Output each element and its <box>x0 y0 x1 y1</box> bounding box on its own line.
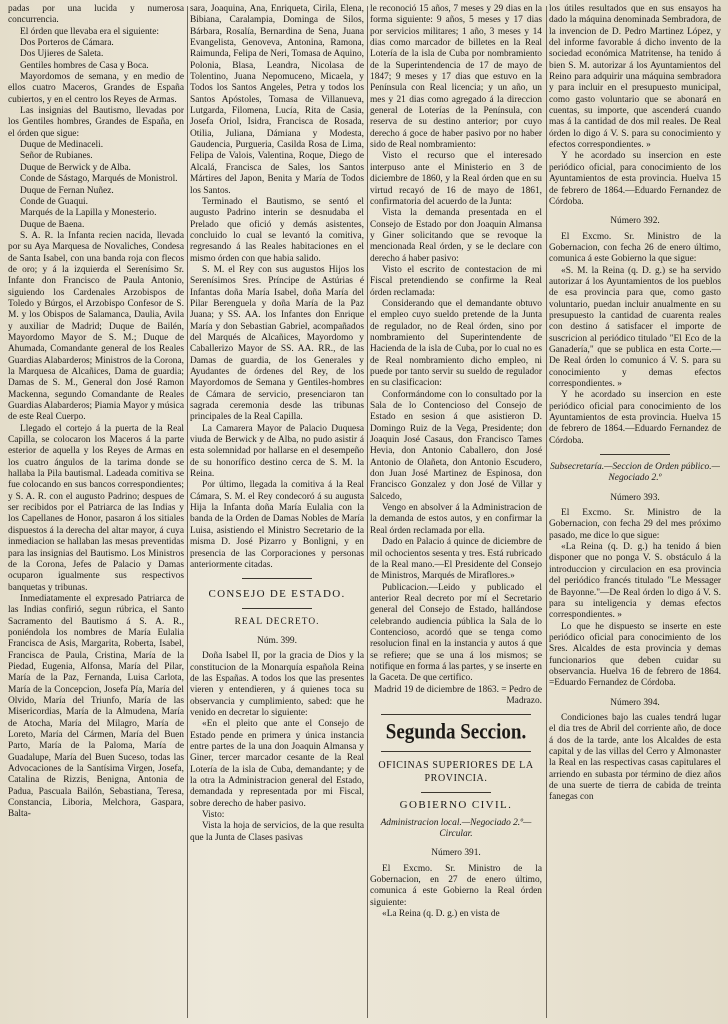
procession-item: Conde de Guaqui. <box>20 196 88 207</box>
paragraph: «La Reina (q. D. g.) ha tenido á bien disponer que no ponga V. S. obstáculo á la introduccion y circulacion en esa provincia del periódico francés titulado "Le Messager de Bayonne."—De Real órden lo digo á V. S. para su inteligencia y demas efectos correspondientes. » <box>549 542 721 621</box>
paragraph: Terminado el Bautismo, se sentó el augusto Padrino interin se desnudaba el Prelado que ofició y demás asistentes, concluido lo cual se levantó la comitiva, regresando á las Reales habitaciones en el mismo órden con que habia salido. <box>190 196 364 264</box>
separator-rule <box>381 751 531 752</box>
paragraph: Lo que he dispuesto se inserte en este periódico oficial para conocimiento de los Sres. Alcaldes de esta provincia y demas funcionarios que deben cuidar su observancia. Huelva 16 de febrero de 1864. =Eduardo Fernandez de Córdoba. <box>549 621 721 689</box>
paragraph: Vista la hoja de servicios, de la que resulta que la Junta de Clases pasivas <box>190 821 364 843</box>
procession-item: Dos Ujieres de Saleta. <box>20 49 104 60</box>
column-divider <box>367 6 368 1018</box>
article-number: Número 391. <box>431 848 481 859</box>
paragraph: Vista la demanda presentada en el Consejo de Estado por don Joaquin Almansa y Giner solicitando que se revoque la mencionada Real órden, y se le declare con derecho á haber pasivo: <box>370 208 542 264</box>
column-divider <box>187 6 188 1018</box>
paragraph: Llegado el cortejo á la puerta de la Real Capilla, se colocaron los Maceros á la parte esterior de aquella y los Reyes de Armas en los cuatro ángulos de la tarima donde se hallaba la Pila bautismal. Ladeada comitiva se fue colocando en sus bancos correspondientes; y S. A. R. con el augusto Padrino; despues de ser recibidos por el Patriarca de las Indias y los Capellanes de Honor, pasaron á los sitiales dispuestos á la derecha del altar mayor, á cuya inmediacion se hallaban las mesas preventidas para las insignias del Bautismo. Los Ministros de la Corona, Jefes de Palacio y Damas ocuparon igualmente sus respectivos banquetas y tribunas. <box>8 423 184 593</box>
separator-rule <box>421 792 491 793</box>
paragraph: le reconoció 15 años, 7 meses y 29 dias en la forma siguiente: 9 años, 5 meses y 17 dias por servicios militares; 1 año, 3 meses y 14 dias como marcador de billetes en la Real Lotería de la isla de Cuba por nombramiento de la Superintendencia de 17 de mayo de 1847; 9 meses y 17 dias que estuvo en la Península con Real licencia; y un año, un mes y 21 dias como agregado á la direccion general de Loterías de la Península, con reserva de su destino anterior; por cuyo derecho á goce de haber pasivo por no haber sido de Real nombramiento: <box>370 4 542 151</box>
section-heading: CONSEJO DE ESTADO. <box>208 588 346 601</box>
article-number: Número 393. <box>610 492 660 503</box>
column-4 <box>549 4 721 1020</box>
article-number: Núm. 399. <box>257 635 297 646</box>
section-title: Segunda Seccion. <box>385 720 527 745</box>
procession-item: Duque de Baena. <box>20 219 85 230</box>
paragraph: S. M. el Rey con sus augustos Hijos los Serenísimos Sres. Príncipe de Astúrias é Infantas doña María Isabel, doña María del Pilar Berenguela y doña María de la Paz Juana; y SS. AA. los Infantes don Enrique María y don Sebastian Gabriel, acompañados del Marqués de Alcañices, Mayordomo y Caballerizo Mayor de SS. AA. RR., de las Damas de guardia, de los Generales y Ayudantes de órdenes del Rey, de los Mayordomos de Semana y Gentiles-hombres de Cámara de servicio, presenciaron tan sagrada ceremonia desde las tribunas principales de la Real Capilla. <box>190 264 364 423</box>
paragraph: «S. M. la Reina (q. D. g.) se ha servido autorizar á los Ayuntamientos de los pueblos de esa provincia para que, como gasto voluntario, puedan incluir anualmente en su presupuesto la cantidad de cuarenta reales con destino á satisfacer el importe de suscricion al periódico titulado "El Eco de la Ganadería," que se publica en esta Corte.—De Real órden lo comunico á V. S. para su conocimiento y demas efectos correspondientes. » <box>549 265 721 389</box>
column-1 <box>8 4 184 1020</box>
procession-item: Marqués de la Lapilla y Monesterio. <box>20 208 157 219</box>
column-divider <box>546 6 547 1018</box>
paragraph: La Camarera Mayor de Palacio Duquesa viuda de Berwick y de Alba, no pudo asistir á esta solemnidad por hallarse en el desempeño de su honorífico destino cerca de S. M. la Reina. <box>190 423 364 480</box>
paragraph: Mayordomos de semana, y en medio de ellos cuatro Maceros, Grandes de España cubiertos, y en el centro los Reyes de Armas. <box>8 72 184 105</box>
paragraph: Visto el escrito de contestacion de mi Fiscal pretendiendo se confirme la Real órden reclamada: <box>370 264 542 298</box>
subsection-heading: REAL DECRETO. <box>234 616 320 627</box>
paragraph: Inmediatamente el expresado Patriarca de las Indias confirió, segun rúbrica, el Santo Sacramento del Bautismo á S. A. R., poniéndola los nombres de María Eulalia Francisca de Asis, Margarita, Roberta, Isabel, Francisca de Paula, Cristina, María de la Piedad, Eugenia, Alfonsa, María del Pilar, María de la Paz, Fernanda, Luisa Carlota, María de la Concepcion, Josefa Pía, María del Olvido, María del Triunfo, María de las Misericordias, María de la Almudena, María de Atocha, María del Milagro, María de Loreto, María del Cármen, María del Buen Parto, María de la Paloma, María de Guadalupe, María del Buen Suceso, todas las Advocaciones de la Santísima Virgen, Josefa, Catalina de Rizzis, Benigna, Antonia de Padua, Pascuala Bailón, Sebastiana, Teresa, Constancia, Liboria, Melchora, Gaspara, Balta- <box>8 593 184 820</box>
paragraph: Doña Isabel II, por la gracia de Dios y la constitucion de la Monarquía española Reina de las Españas. A todos los que las presentes vieren y entendieren, y á quienes toca su observancia y cumplimiento, sabed: que he venido en decretar lo siguiente: <box>190 651 364 718</box>
paragraph: «La Reina (q. D. g.) en vista de <box>382 909 500 920</box>
paragraph: Conformándome con lo consultado por la Sala de lo Contencioso del Consejo de Estado en sesion á que asistieron D. Domingo Ruiz de la Vega, Presidente; don Joaquin José Casaus, don Francisco Tames Hevia, don Antonio Caballero, don José Antonio de Olañeta, don Antonio Escudero, don Juan José Martinez de Espinosa, don Francisco Gonzalez y don José de Villar y Salcedo, <box>370 389 542 502</box>
procession-item: Gentiles hombres de Casa y Boca. <box>20 60 149 71</box>
article-number: Número 392. <box>610 216 660 227</box>
paragraph: Condiciones bajo las cuales tendrá lugar el dia tres de Abril del corriente año, de doce á dos de la tarde, ante los Alcaldes de esta capital y de las villas del Cerro y Almonaster la Real en las respectivas casas capitulares el arriendo en subasta por término de diez años de una suerte de tierra de cabida de treinta fanegas con <box>549 712 721 803</box>
article-number: Número 394. <box>610 697 660 708</box>
paragraph: «En el pleito que ante el Consejo de Estado pende en primera y única instancia entre partes de la una don Joaquin Almansa y Giner, tercer marcador cesante de la Real Lotería de la isla de Cuba, demandante; y de la otra la Administracion general del Estado, demandada y representada por mi Fiscal, sobre derecho de haber pasivo. <box>190 719 364 809</box>
procession-item: Señor de Rubianes. <box>20 151 93 162</box>
column-3 <box>370 4 542 1020</box>
separator-rule <box>381 714 531 715</box>
separator-rule <box>242 578 312 579</box>
paragraph: El órden que llevaba era el siguiente: <box>20 26 160 37</box>
paragraph: Vengo en absolver á la Administracion de la demanda de estos autos, y en confirmar la Real órden reclamada por ella. <box>370 503 542 536</box>
paragraph: padas por una lucida y numerosa concurrencia. <box>8 4 184 26</box>
paragraph: Publicacion.—Leido y publicado el anterior Real decreto por mí el Secretario general del Consejo de Estado, hallándose celebrando audiencia pública la Sala de lo Contencioso, acordó que se tenga como resolucion final en la instancia y autos á que se refiere; que se una á los mismos; se notifique en forma á las partes, y se inserte en la Gaceta. De que certifico. <box>370 582 542 684</box>
paragraph: Y he acordado su insercion en este periódico oficial para conocimiento de los Ayuntamientos de esta provincia. Huelva 15 de febrero de 1864.—Eduardo Fernandez de Córdoba. <box>549 390 721 446</box>
procession-item: Conde de Sástago, Marqués de Monistrol. <box>20 174 178 185</box>
paragraph: El Excmo. Sr. Ministro de la Gobernacion, con fecha 29 del mes próximo pasado, me dice lo que sigue: <box>549 508 721 541</box>
procession-item: Duque de Berwick y de Alba. <box>20 162 131 173</box>
negociado-heading: Administracion local.—Negociado 2.º—Circular. <box>380 817 532 839</box>
paragraph: Visto: <box>202 810 225 821</box>
paragraph: S. A. R. la Infanta recien nacida, llevada por su Aya Marquesa de Novaliches, Condesa de Santa Isabel, con una banda roja con flecos de oro; y á la izquierda el Serenísimo Sr. Infante don Francisco de Paula Antonio, siguiendo los Cardenales Arzobispos de Toledo y Búrgos, el Arzobispo Confesor de S. M. y los Obispos de Salamanca, Daulia, Avila y auxiliar de Madrid; Duque de Bailén, Mayordomo Mayor de S. M.; Duque de Ahumada, Comandante general de los Reales Guardias Alabarderos; Ministros de la Corona, la Marquesa de Alcañices, Dama de guardia; Damas de S. M., General don José Ramon Mackenna, segundo Comandante de Reales Guardias Alabarderos; Piamia Mayor y música de este Real Cuerpo. <box>8 230 184 423</box>
signature-line: Madrid 19 de diciembre de 1863. = Pedro de Madrazo. <box>373 684 542 706</box>
column-2 <box>190 4 364 1020</box>
department-heading: GOBIERNO CIVIL. <box>399 799 513 812</box>
paragraph: El Excmo. Sr. Ministro de la Gobernacion, con fecha 26 de enero último, comunica á este Gobierno la que sigue: <box>549 231 721 265</box>
paragraph: Y he acordado su insercion en este periódico oficial, para conocimiento de los Ayuntamientos de esta provincia. Huelva 15 de febrero de 1864.—Eduardo Fernandez de Córdoba. <box>549 151 721 207</box>
procession-item: Dos Porteros de Cámara. <box>20 38 114 49</box>
paragraph: los útiles resultados que en sus ensayos ha dado la máquina denominada Sembradora, de la invencion de D. Pedro Martinez López, y del informe favorable á dicho invento de la sociedad económica Matritense, ha tenido á bien S. M. autorizar á los Ayuntamientos del Reino para adquirir una máquina sembradora y para incluir en el presupuesto municipal, como gasto voluntario que se abonará en cuentas, su importe, que ascenderá cuando mas á la cantidad de dos mil reales. De Real órden lo digo á V. S. para su conocimiento y efectos correspondientes. » <box>549 4 721 151</box>
office-heading: OFICINAS SUPERIORES DE LA PROVINCIA. <box>378 760 534 785</box>
paragraph: Las insignias del Bautismo, llevadas por los Gentiles hombres, Grandes de España, en el órden que sigue: <box>8 106 184 139</box>
negociado-heading: Subsecretaría.—Seccion de Orden público.—Negociado 2.º <box>550 462 720 484</box>
procession-item: Duque de Medinaceli. <box>20 140 104 151</box>
paragraph: sara, Joaquina, Ana, Enriqueta, Cirila, Elena, Bibiana, Caralampia, Dominga de Silos, Bárbara, Rosalía, Bernardina de Sena, Juana Evangelista, Genoveva, Antonina, Ramona, Raimunda, Felipa de Neri, Tomasa de Aquino, Polonia, Blasa, Leandra, Nicolasa de Tolentino, Juana Nepomuceno, Micaela, y Todos los Santos Angeles, Petra y todos los Santos Apóstoles, Tomasa de Villanueva, Lutgarda, Filomena, Lucía, Rita de Casia, Josefa Oriol, Isidra, Francisca de Rosada, Otilia, Juliana, Dámiana y Modesta, Gaudencia, Purgueria, Casilda Rosa de Lima, Felipa de Valois, Valentina, Roque, Diego de Alcalá, Francisca de Sales, los Santos Mártires del Japon, Benita y María de Todos los Santos. <box>190 4 364 196</box>
paragraph: Considerando que el demandante obtuvo el empleo cuyo sueldo pretende de la Junta de regulador, no de Real órden, sino por nombramiento del Superintendente de Hacienda de la isla de Cuba, por lo cual no es de Real nombramiento dicho empleo, ni puede por tanto servir su sueldo de regulador en su clasificacion: <box>370 298 542 389</box>
paragraph: Dado en Palacio á quince de diciembre de mil ochocientos sesenta y tres. Está rubricado de la Real mano.—El Presidente del Consejo de Ministros, Marqués de Miraflores.» <box>370 537 542 582</box>
procession-item: Duque de Fernan Nuñez. <box>20 185 114 196</box>
paragraph: Visto el recurso que el interesado interpuso ante el Ministerio en 3 de diciembre de 1860, y la Real órden que en su virtud recayó de 16 de mayo de 1861, confirmatoria del acuerdo de la Junta: <box>370 151 542 207</box>
paragraph: El Excmo. Sr. Ministro de la Gobernacion, en 27 de enero último, comunica á este Gobierno la Real órden siguiente: <box>370 863 542 908</box>
separator-rule <box>242 608 312 609</box>
separator-rule <box>600 454 670 455</box>
paragraph: Por último, llegada la comitiva á la Real Cámara, S. M. el Rey condecoró á su augusta Hija la Infanta doña María Eulalia con la banda de la Orden de Damas Nobles de María Luisa, asistiendo el Ministro Secretario de la misma D. José Pizarro y Bonligni, y en presencia de las Corporaciones y personas anteriormente citadas. <box>190 480 364 570</box>
